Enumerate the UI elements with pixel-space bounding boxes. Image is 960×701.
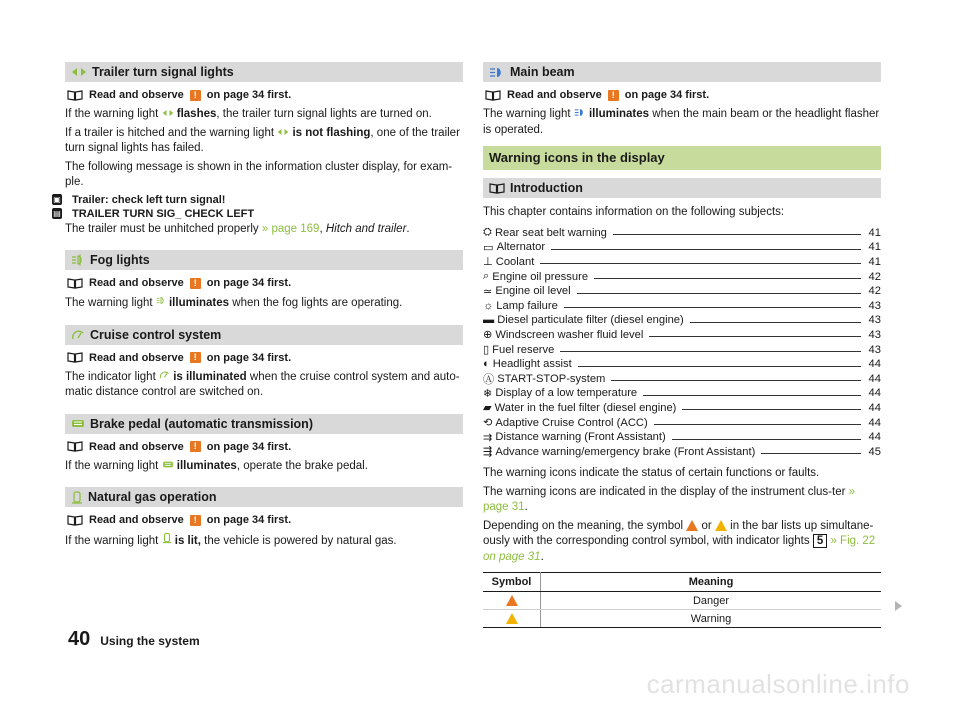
continue-arrow-icon [895, 601, 902, 611]
warning-triangle-icon [715, 520, 727, 531]
paragraph: The following message is shown in the information cluster display, for exam-ple. [65, 160, 453, 188]
natural-gas-icon [71, 491, 83, 504]
section-heading-brake: Brake pedal (automatic transmission) [65, 414, 463, 434]
display-message-2: ▤ TRAILER TURN SIG_ CHECK LEFT [53, 207, 255, 220]
headlight-icon: ◐ [483, 358, 490, 371]
toc-item[interactable]: ⛭ Rear seat belt warning 41 [483, 226, 881, 239]
paragraph: If the warning light is lit, the vehicle is powered by natural gas. [65, 532, 463, 550]
paragraph: The warning icons are indicated in the display of the instrument clus-ter » page 31. [483, 485, 856, 513]
paragraph: This chapter contains information on the following subjects: [483, 206, 785, 218]
distance-warning-icon: ⇉ [483, 431, 493, 444]
brake-pedal-icon [71, 418, 85, 429]
book-icon [485, 90, 501, 101]
toc-item[interactable]: ▬ Diesel particulate filter (diesel engine) 43 [483, 314, 881, 327]
toc-item[interactable]: ≃ Engine oil level 42 [483, 285, 881, 298]
paragraph: If the warning light flashes, the trailer turn signal lights are turned on. [65, 108, 432, 120]
chapter-title: Using the system [100, 634, 200, 648]
toc-item[interactable]: ▭ Alternator 41 [483, 241, 881, 254]
book-icon [67, 90, 83, 101]
washer-icon: ⊕ [483, 329, 493, 342]
danger-triangle-icon [506, 595, 518, 606]
right-column [483, 62, 881, 628]
paragraph: Depending on the meaning, the symbol or in the bar lists up simultane-ously with the corresponding control symbol, with indicator lights 5 » Fig. 22 on page 31. [483, 519, 876, 563]
toc-item[interactable]: ◐ Headlight assist 44 [483, 358, 881, 371]
warning-icon: ! [190, 515, 201, 526]
symbol-table [483, 572, 881, 628]
indicator-number-box: 5 [813, 534, 827, 548]
danger-triangle-icon [686, 520, 698, 531]
read-observe-note: Read and observe ! on page 34 first. [67, 514, 463, 526]
trailer-turn-signal-icon [277, 128, 289, 136]
paragraph: The warning icons indicate the status of certain functions or faults. [483, 467, 820, 479]
toc-item[interactable]: ⟲ Adaptive Cruise Control (ACC) 44 [483, 416, 881, 430]
lamp-icon: ☼ [483, 299, 494, 312]
toc-item[interactable]: ⊕ Windscreen washer fluid level 43 [483, 328, 881, 342]
segment-display-icon: ▤ [53, 209, 61, 218]
read-observe-note: Read and observe ! on page 34 first. [67, 441, 463, 453]
paragraph: If the warning light illuminates, operate the brake pedal. [65, 459, 368, 472]
acc-icon: ⟲ [483, 417, 493, 430]
toc-item[interactable]: ▯ Fuel reserve 43 [483, 343, 881, 357]
info-display-icon: ▣ [53, 195, 61, 204]
toc-item[interactable]: ⇉ Distance warning (Front Assistant) 44 [483, 431, 881, 444]
read-observe-note: Read and observe ! on page 34 first. [67, 89, 463, 101]
page-footer [68, 628, 200, 651]
table-row: Warning [483, 610, 881, 628]
fog-light-icon [71, 254, 85, 266]
section-heading-trailer [65, 62, 463, 82]
warning-icon: ! [190, 441, 201, 452]
fuel-icon: ▯ [483, 344, 490, 357]
section-heading-fog: Fog lights [65, 250, 463, 270]
section-heading-introduction: Introduction [483, 178, 881, 198]
battery-icon: ▭ [483, 241, 494, 254]
section-heading-cruise: Cruise control system [65, 325, 463, 345]
trailer-turn-signal-icon [162, 109, 174, 117]
display-message-1: ▣ Trailer: check left turn signal! [53, 193, 226, 206]
watermark: carmanualsonline.info [646, 669, 910, 699]
start-stop-icon: Ⓐ [483, 373, 495, 386]
warning-icon: ! [190, 352, 201, 363]
seat-belt-icon: ⛭ [483, 226, 492, 239]
trailer-turn-signal-icon [71, 67, 87, 77]
page-number: 40 [68, 628, 91, 650]
oil-can-icon: ⌕ [483, 270, 490, 283]
main-beam-icon [574, 108, 586, 117]
snowflake-icon: ❄ [483, 387, 493, 400]
book-icon [489, 183, 505, 194]
toc-item[interactable]: ▰ Water in the fuel filter (diesel engine) 44 [483, 401, 881, 415]
column-header: Symbol [483, 573, 541, 592]
table-row: Danger [483, 592, 881, 610]
warning-icon: ! [190, 90, 201, 101]
toc-item[interactable]: Ⓐ START-STOP-system 44 [483, 372, 881, 386]
page-link[interactable]: » page 169 [261, 222, 320, 235]
read-observe-note: Read and observe ! on page 34 first. [67, 277, 463, 289]
section-heading-gas: Natural gas operation [65, 487, 463, 507]
paragraph: The warning light illuminates when the main beam or the headlight flasher is operated. [483, 108, 880, 136]
table-of-contents [483, 226, 881, 460]
natural-gas-icon [162, 532, 172, 544]
figure-link[interactable]: » Fig. 22 [830, 535, 876, 547]
read-observe-note: Read and observe ! on page 34 first. [485, 89, 881, 101]
toc-item[interactable]: ⊥ Coolant 41 [483, 255, 881, 269]
chapter-heading: Warning icons in the display [483, 146, 881, 170]
read-observe-note: Read and observe ! on page 34 first. [67, 352, 463, 364]
toc-item[interactable]: ⇶ Advance warning/emergency brake (Front Assistant) 45 [483, 445, 881, 459]
main-beam-icon [489, 67, 505, 78]
brake-pedal-icon [162, 460, 174, 469]
paragraph: If a trailer is hitched and the warning light is not flashing, one of the trailer turn signal lights has failed. [65, 126, 460, 154]
cruise-control-icon [159, 370, 170, 380]
book-icon [67, 278, 83, 289]
front-assist-icon: ⇶ [483, 446, 493, 459]
warning-icon: ! [608, 90, 619, 101]
section-heading-main-beam: Main beam [483, 62, 881, 82]
toc-item[interactable]: ❄ Display of a low temperature 44 [483, 387, 881, 400]
cruise-control-icon [71, 329, 85, 341]
paragraph: The warning light illuminates when the fog lights are operating. [65, 297, 403, 309]
section-title: Trailer turn signal lights [92, 65, 234, 79]
book-icon [67, 515, 83, 526]
paragraph: The indicator light is illuminated when the cruise control system and auto-matic distance control are switched on. [65, 370, 460, 398]
coolant-icon: ⊥ [483, 256, 493, 269]
book-icon [67, 441, 83, 452]
toc-item[interactable]: ⌕ Engine oil pressure 42 [483, 270, 881, 283]
filter-icon: ▬ [483, 314, 495, 327]
warning-icon: ! [190, 278, 201, 289]
fog-light-icon [156, 295, 166, 306]
toc-item[interactable]: ☼ Lamp failure 43 [483, 299, 881, 312]
page-link[interactable]: » page 31 [483, 485, 856, 513]
column-header: Meaning [541, 573, 882, 592]
paragraph: The trailer must be unhitched properly » page 169, Hitch and trailer. [65, 222, 410, 235]
book-icon [67, 352, 83, 363]
warning-triangle-icon [506, 613, 518, 624]
fuel-filter-icon: ▰ [483, 402, 492, 415]
oil-level-icon: ≃ [483, 285, 493, 298]
left-column [53, 62, 463, 553]
